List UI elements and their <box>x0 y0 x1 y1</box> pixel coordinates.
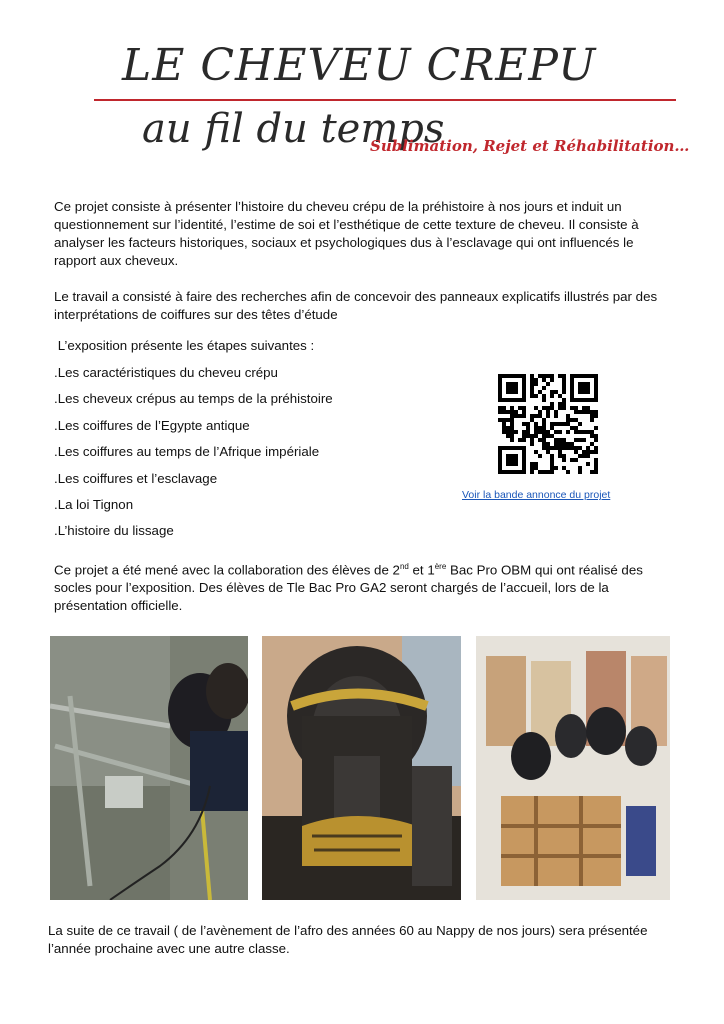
photo-heads-on-crates <box>476 636 670 900</box>
list-item: .Les cheveux crépus au temps de la préhistoire <box>54 391 333 407</box>
steps-list <box>54 364 333 549</box>
trailer-link[interactable]: Voir la bande annonce du projet <box>462 489 611 501</box>
steps-intro: L’exposition présente les étapes suivantes : <box>57 338 315 353</box>
collaboration-paragraph: Ce projet a été mené avec la collaboration des élèves de 2nd et 1ère Bac Pro OBM qui ont réalisé des socles pour l’exposition. Des élèves de Tle Bac Pro GA2 seront chargés de l’accueil, lors de la présentation officielle. <box>54 562 643 614</box>
list-item: .L’histoire du lissage <box>54 523 174 539</box>
list-item: .Les coiffures et l’esclavage <box>54 470 218 486</box>
research-paragraph: Le travail a consisté à faire des recherches afin de concevoir des panneaux explicatifs illustrés par des interprétations de coiffures sur des têtes d’étude <box>54 289 658 322</box>
qr-code[interactable] <box>498 374 598 474</box>
list-item: .Les coiffures au temps de l’Afrique impériale <box>54 444 320 460</box>
list-item: .La loi Tignon <box>54 496 134 512</box>
subtitle: Sublimation, Rejet et Réhabilitation… <box>370 137 690 155</box>
photo-welding-student <box>50 636 248 900</box>
photo-braided-head <box>262 636 461 900</box>
intro-paragraph: Ce projet consiste à présenter l’histoire du cheveu crépu de la préhistoire à nos jours et induit un questionnement sur l’identité, l’estime de soi et l’esthétique de cette texture de cheveu. Il consiste à analyser les facteurs historiques, sociaux et psychologiques dus à l’esclavage qui ont influencés le rapport aux cheveux. <box>54 199 639 268</box>
title-line-1: LE CHEVEU CREPU <box>122 40 597 91</box>
title-line-2: au fil du temps <box>142 106 445 152</box>
list-item: .Les coiffures de l’Egypte antique <box>54 417 250 433</box>
title-underline <box>94 99 676 101</box>
closing-paragraph: La suite de ce travail ( de l’avènement de l’afro des années 60 au Nappy de nos jours) sera présentée l’année prochaine avec une autre classe. <box>48 923 648 956</box>
list-item: .Les caractéristiques du cheveu crépu <box>54 365 278 380</box>
